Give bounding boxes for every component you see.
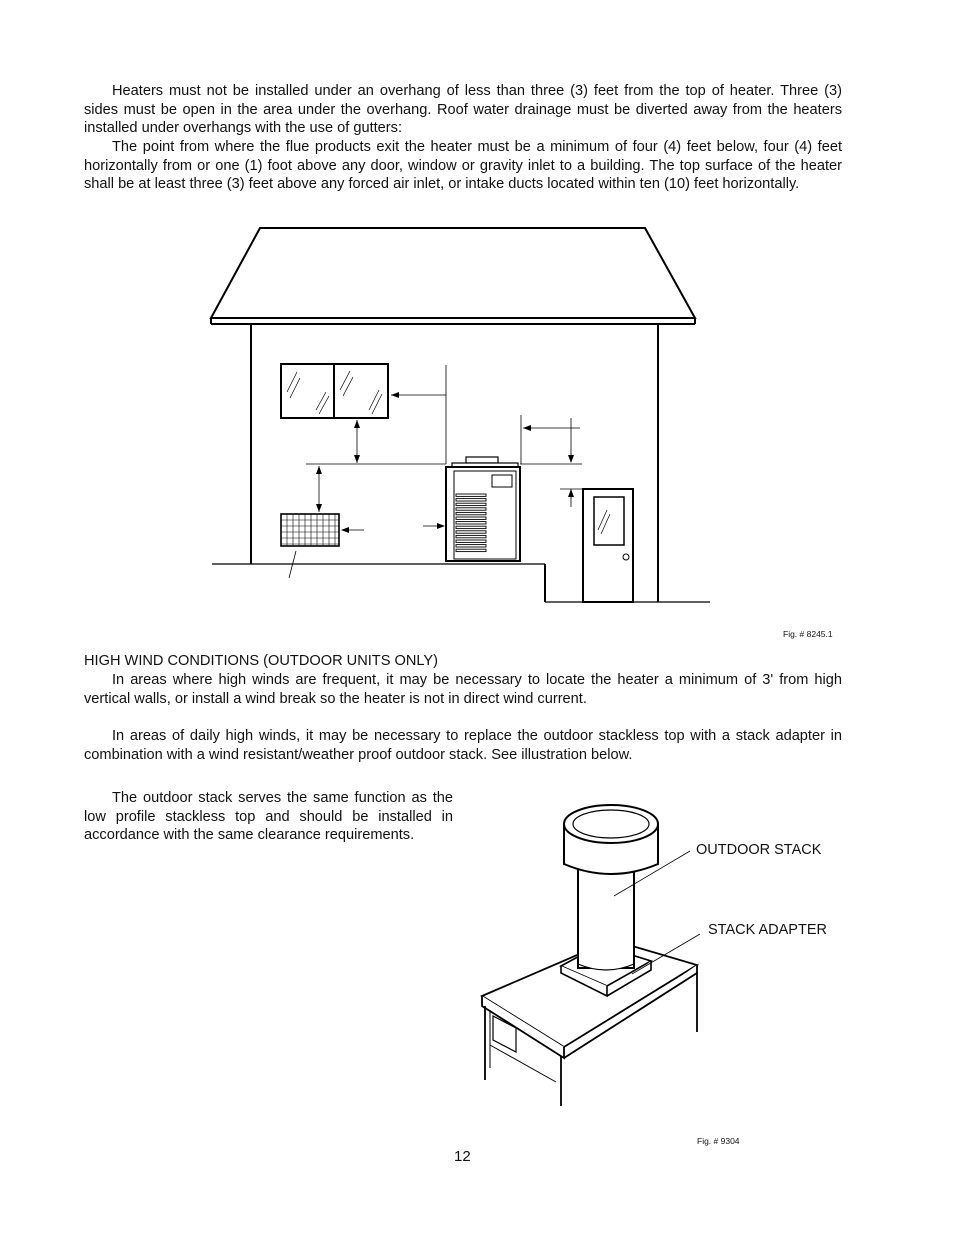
stack-adapter-label: STACK ADAPTER (708, 922, 827, 938)
page-number: 12 (454, 1148, 471, 1165)
paragraph-flue-clearance: The point from where the flue products exit the heater must be a minimum of four (4) feet below, four (4) feet horizontally from or one (1) foot above any door, window or gravity inlet to a building. The top surface of the heater shall be at least three (3) feet above any forced air inlet, or intake ducts located within ten (10) feet horizontally. (84, 139, 842, 193)
figure-label-8245: Fig. # 8245.1 (783, 629, 833, 639)
paragraph-high-wind-frequent: In areas where high winds are frequent, it may be necessary to locate the heater a minimum of 3' from high vertical walls, or install a wind break so the heater is not in direct wind current. (84, 672, 842, 707)
paragraph-outdoor-stack: The outdoor stack serves the same function as the low profile stackless top and should be installed in accordance with the same clearance requirements. (84, 790, 453, 844)
figure-label-9304: Fig. # 9304 (697, 1136, 740, 1146)
section-heading-high-wind: HIGH WIND CONDITIONS (OUTDOOR UNITS ONLY) (84, 653, 439, 669)
paragraph-high-wind-daily: In areas of daily high winds, it may be necessary to replace the outdoor stackless top with a stack adapter in combination with a wind resistant/weather proof outdoor stack. See illustration below. (84, 728, 842, 763)
outdoor-stack-label: OUTDOOR STACK (696, 842, 822, 858)
paragraph-overhang: Heaters must not be installed under an overhang of less than three (3) feet from the top of heater. Three (3) sides must be open in the area under the overhang. Roof water drainage must be diverted away from the heaters installed under overhangs with the use of gutters: (84, 83, 842, 137)
